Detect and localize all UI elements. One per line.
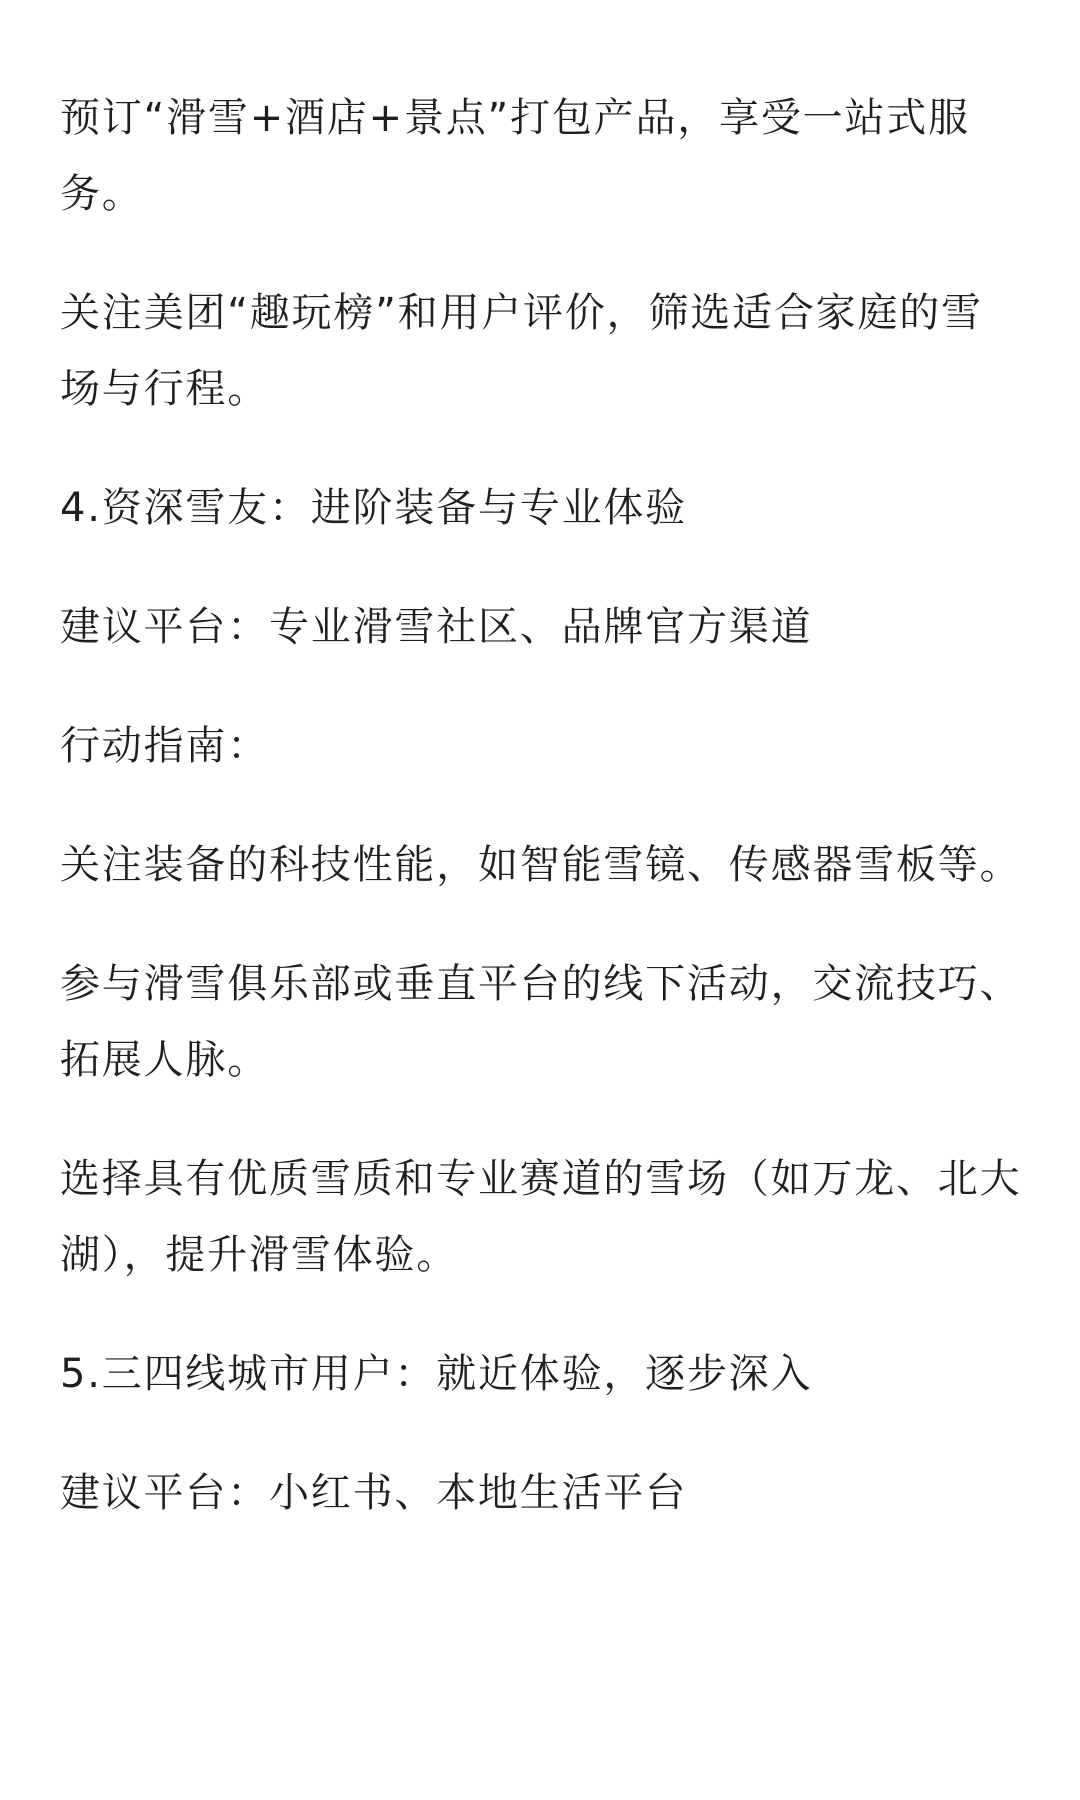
section-heading-smaller-cities: 5.三四线城市用户：就近体验，逐步深入: [60, 1351, 813, 1397]
paragraph-gear-tech: 关注装备的科技性能，如智能雪镜、传感器雪板等。: [60, 842, 1022, 888]
paragraph-resort-selection: 选择具有优质雪质和专业赛道的雪场（如万龙、北大湖），提升滑雪体验。: [60, 1156, 1022, 1278]
section-heading-experienced-skiers: 4.资深雪友：进阶装备与专业体验: [60, 485, 687, 531]
paragraph-suggested-platforms-local: 建议平台：小红书、本地生活平台: [60, 1470, 687, 1516]
paragraph-package-booking: 预订“滑雪+酒店+景点”打包产品，享受一站式服务。: [60, 95, 970, 217]
paragraph-meituan-ranking: 关注美团“趣玩榜”和用户评价，筛选适合家庭的雪场与行程。: [60, 290, 983, 412]
article-body: [60, 80, 1022, 1574]
paragraph-suggested-platforms: 建议平台：专业滑雪社区、品牌官方渠道: [60, 604, 813, 650]
paragraph-action-guide-label: 行动指南：: [60, 723, 269, 769]
paragraph-club-activities: 参与滑雪俱乐部或垂直平台的线下活动，交流技巧、拓展人脉。: [60, 961, 1022, 1083]
